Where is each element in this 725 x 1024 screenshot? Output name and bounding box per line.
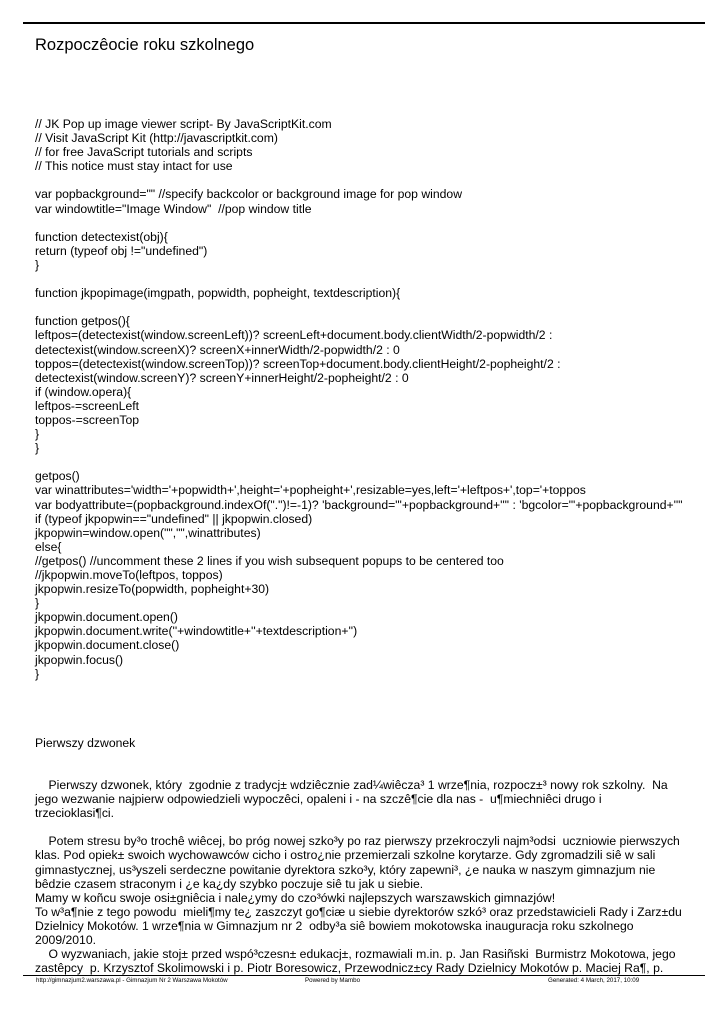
code-line: return (typeof obj !="undefined") (35, 243, 208, 258)
code-line: detectexist(window.screenX)? screenX+innerWidth/2-popwidth/2 : 0 (35, 342, 400, 357)
code-line: // Visit JavaScript Kit (http://javascriptkit.com) (35, 131, 278, 146)
article-line: zastêpcy p. Krzysztof Skolimowski i p. Piotr Boresowicz, Przewodnicz±cy Rady Dzielnicy Mokotów p. Maciej Ra¶, p. (35, 961, 664, 976)
code-line: // JK Pop up image viewer script- By JavaScriptKit.com (35, 117, 332, 131)
article-line: Pierwszy dzwonek, który zgodnie z tradycj± wdziêcznie zad¼wiêcza³ 1 wrze¶nia, rozpocz±³ nowy rok szkolny. Na (35, 778, 668, 792)
code-line: } (35, 666, 40, 681)
code-line: toppos-=screenTop (35, 412, 139, 427)
footer-powered-by: Powered by Mambo (305, 977, 361, 984)
article-line: Dzielnicy Mokotów. 1 wrze¶nia w Gimnazjum nr 2 odby³a siê bowiem mokotowska inauguracja roku szkolnego (35, 918, 634, 933)
code-line: getpos() (35, 469, 80, 484)
article-line: jego wezwanie najpierw odpowiedzieli wypoczêci, opaleni i - na szczê¶cie dla nas - u¶miechniêci drugo i (35, 792, 602, 807)
code-line: //getpos() //uncomment these 2 lines if you wish subsequent popups to be centered too (35, 553, 504, 568)
code-line: } (35, 257, 40, 272)
footer-generated-date: Generated: 4 March, 2017, 10:09 (548, 977, 640, 984)
code-line: jkpopwin.focus() (35, 652, 124, 667)
code-line (35, 173, 683, 187)
article-line: 2009/2010. (35, 933, 96, 948)
code-line: } (35, 441, 40, 456)
article-line: Potem stresu by³o trochê wiêcej, bo próg nowej szko³y po raz pierwszy przekroczyli najm³odsi uczniowie pierwszych (35, 834, 680, 849)
article-line: Mamy w koñcu swoje osi±gniêcia i nale¿ymy do czo³ówki najlepszych warszawskich gimnazjów! (35, 890, 556, 905)
footer-site-url: http://gimnazjum2.warszawa.pl - Gimnazjum Nr 2 Warszawa Mokotów (36, 977, 228, 984)
code-line: var bodyattribute=(popbackground.indexOf(".")!=-1)? 'background="'+popbackground+'"' : 'bgcolor="'+popbackground+'"' (35, 497, 683, 512)
code-line (35, 455, 683, 469)
footer-rule (23, 975, 705, 976)
code-line: jkpopwin=window.open("","",winattributes) (35, 525, 261, 540)
code-line (35, 300, 683, 314)
code-line: //jkpopwin.moveTo(leftpos, toppos) (35, 568, 223, 582)
code-line: // for free JavaScript tutorials and scripts (35, 145, 253, 160)
code-line: jkpopwin.document.close() (35, 638, 180, 653)
code-line: var windowtitle="Image Window" //pop window title (35, 201, 312, 216)
article-line: trzecioklasi¶ci. (35, 806, 115, 821)
code-listing (35, 117, 683, 681)
code-line: } (35, 596, 40, 611)
code-line: leftpos=(detectexist(window.screenLeft))? screenLeft+document.body.clientWidth/2-popwidth/2 : (35, 328, 553, 343)
code-line: if (window.opera){ (35, 384, 132, 399)
article-line (35, 820, 682, 834)
article-line: To w³a¶nie z tego powodu mieli¶my te¿ zaszczyt go¶ciæ u siebie dyrektorów szkó³ oraz przedstawicieli Rady i Zarz±du (35, 904, 682, 919)
code-line: // This notice must stay intact for use (35, 159, 233, 174)
code-line: var winattributes='width='+popwidth+',height='+popheight+',resizable=yes,left='+leftpos+',top='+toppos (35, 483, 586, 498)
section-heading: Pierwszy dzwonek (35, 736, 136, 750)
code-line: jkpopwin.resizeTo(popwidth, popheight+30) (35, 582, 270, 597)
code-line: else{ (35, 539, 62, 554)
code-line (35, 216, 683, 230)
code-line: } (35, 427, 40, 442)
article-body (35, 778, 682, 975)
article-line: bêdzie czasem straconym i ¿e ka¿dy szybko poczuje siê tu jak u siebie. (35, 876, 424, 891)
code-line: detectexist(window.screenY)? screenY+innerHeight/2-popheight/2 : 0 (35, 370, 409, 385)
code-line: var popbackground="" //specify backcolor or background image for pop window (35, 187, 462, 202)
article-line: gimnastycznej, us³yszeli serdeczne powitanie dyrektora szko³y, który zapewni³, ¿e nauka w naszym gimnazjum nie (35, 862, 656, 877)
code-line: toppos=(detectexist(window.screenTop))? screenTop+document.body.clientHeight/2-popheight/2 : (35, 356, 561, 371)
article-line: klas. Pod opiek± swoich wychowawców cicho i ostro¿nie przemierzali szkolne korytarze. Gdy zgromadzili siê w sali (35, 848, 656, 863)
code-line: if (typeof jkpopwin=="undefined" || jkpopwin.closed) (35, 511, 313, 526)
code-line: leftpos-=screenLeft (35, 398, 139, 413)
code-line (35, 272, 683, 286)
code-line: jkpopwin.document.write(''+windowtitle+''+textdescription+'') (35, 624, 358, 639)
article-line: O wyzwaniach, jakie stoj± przed wspó³czesn± edukacj±, rozmawiali m.in. p. Jan Rasiñski Burmistrz Mokotowa, jego (35, 947, 676, 962)
page-title: Rozpoczêocie roku szkolnego (35, 36, 255, 54)
code-line: function getpos(){ (35, 314, 130, 329)
code-line: function jkpopimage(imgpath, popwidth, popheight, textdescription){ (35, 286, 401, 301)
top-rule (23, 22, 705, 24)
code-line: function detectexist(obj){ (35, 229, 168, 244)
code-line: jkpopwin.document.open() (35, 610, 178, 625)
